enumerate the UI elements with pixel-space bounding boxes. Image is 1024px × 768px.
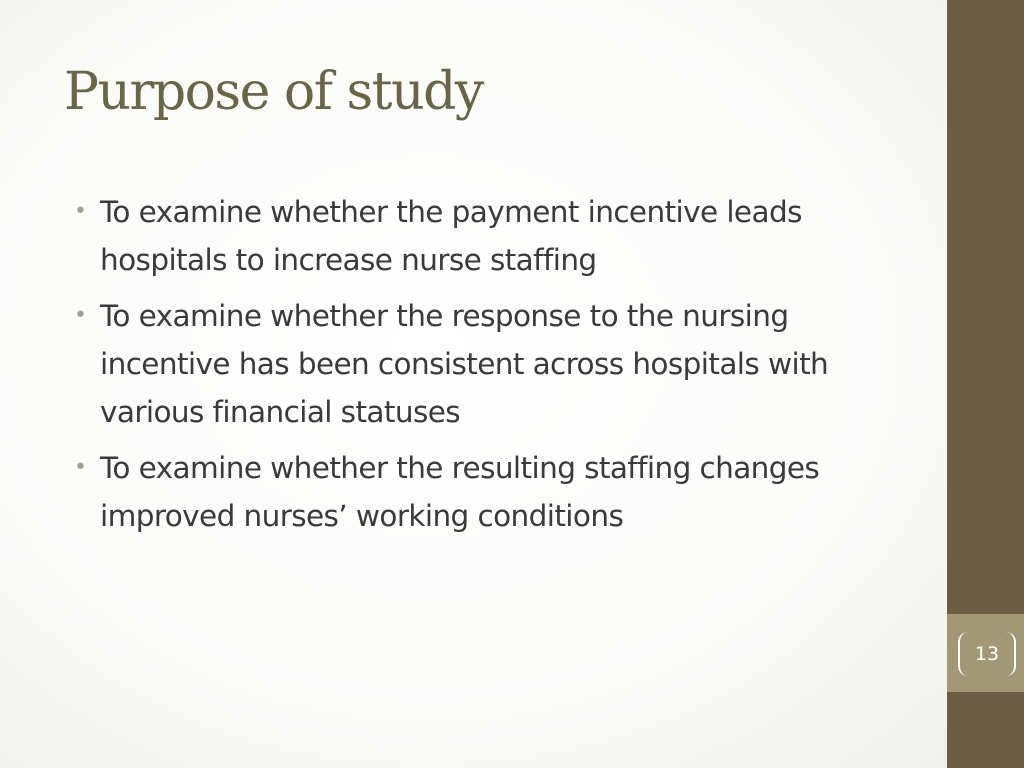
slide-title: Purpose of study	[64, 62, 483, 122]
page-number: 13	[974, 643, 1000, 665]
bullet-text: To examine whether the response to the nursing incentive has been consistent across hospitals with various financial statuses	[100, 299, 829, 429]
bullet-item	[72, 444, 912, 540]
bullet-icon: •	[74, 455, 87, 480]
bullet-item	[72, 292, 912, 436]
bullet-text: To examine whether the resulting staffing changes improved nurses’ working conditions	[100, 451, 820, 533]
bullet-text: To examine whether the payment incentive leads hospitals to increase nurse staffing	[100, 195, 802, 277]
bullet-item	[72, 188, 912, 284]
bullet-list	[72, 188, 912, 548]
bullet-icon: •	[74, 303, 87, 328]
bullet-icon: •	[74, 199, 87, 224]
